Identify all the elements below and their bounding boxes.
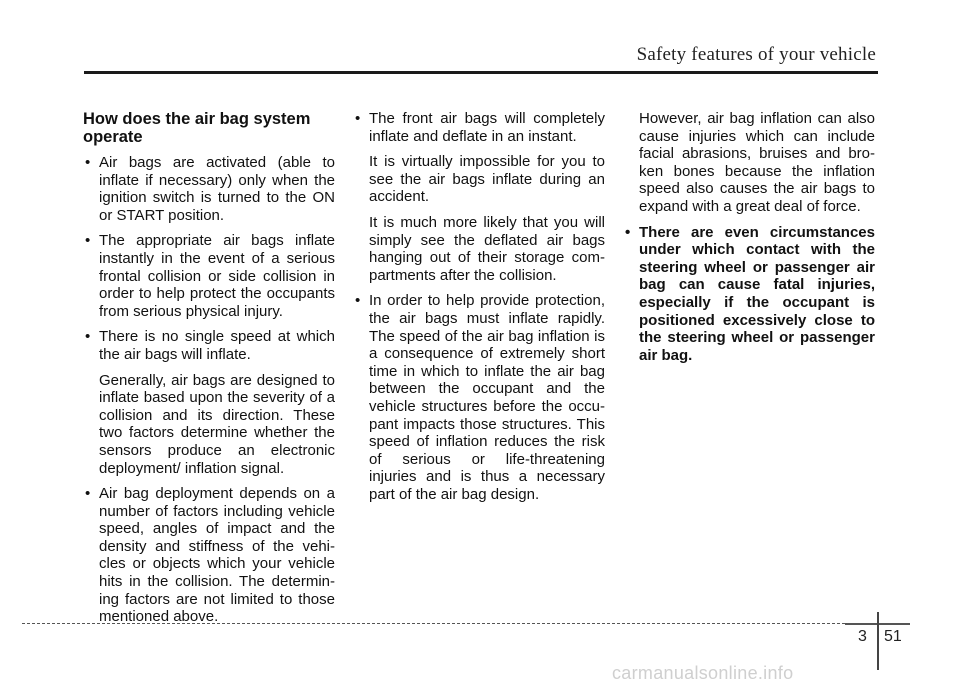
list-item [353, 292, 605, 503]
bullet-icon: • [355, 110, 361, 127]
header-rule [84, 71, 878, 74]
warning-item [623, 224, 875, 365]
list-item-text: Air bags are activated (able to inflate if necessary) only when the ignition switch is turned to the ON or START position. [99, 154, 335, 224]
column-2 [353, 110, 605, 511]
paragraph: It is much more likely that you will simply see the deflated air bags hanging out of their storage com-partments after the collision. [369, 213, 605, 284]
list-item [83, 485, 335, 626]
bullet-icon: • [85, 232, 91, 250]
column-3 [623, 110, 875, 372]
page-header-title: Safety features of your vehicle [636, 44, 876, 65]
list-item-text: The appropriate air bags inflate instantly in the event of a serious frontal collision or side collision in order to help protect the occupants from serious physical injury. [99, 232, 335, 320]
bullet-icon: • [85, 328, 91, 346]
paragraph: It is virtually impossible for you to see the air bags inflate during an accident. [369, 153, 605, 206]
bullet-icon: • [355, 292, 361, 310]
page-number-separator [877, 612, 879, 670]
list-item [83, 328, 335, 363]
column-1 [83, 110, 335, 634]
list-item [353, 110, 605, 145]
list-item-text: Air bag deployment depends on a number of factors including vehicle speed, angles of impact and the density and stiffness of the vehi-cles or objects which your vehicle hits in the collision. The determin-ing factors are not limited to those mentioned above. [99, 485, 335, 626]
chapter-number: 3 [858, 628, 867, 645]
page-number: 51 [884, 628, 902, 645]
list-item [83, 232, 335, 320]
paragraph: Generally, air bags are designed to inflate based upon the severity of a collision and its direction. These two factors determine whether the sensors produce an electronic deployment/ inflation signal. [99, 371, 335, 477]
watermark: carmanualsonline.info [612, 663, 794, 683]
list-item-text: In order to help provide protection, the air bags must inflate rapidly. The speed of the air bag inflation is a consequence of extremely short time in which to inflate the air bag between the occupant and the vehicle structures before the occu-pant impacts those structures. This speed of inflation reduces the risk of serious or life-threatening injuries and is thus a necessary part of the air bag design. [369, 292, 605, 503]
footer-dashed-rule [22, 623, 850, 624]
warning-text: There are even circumstances under which contact with the steering wheel or passenger air bag can cause fatal injuries, especially if the occupant is positioned excessively close to the steering wheel or passenger air bag. [639, 223, 875, 364]
list-item-text: The front air bags will completely inflate and deflate in an instant. [369, 110, 605, 145]
section-heading: How does the air bag system operate [83, 110, 311, 146]
list-item [83, 154, 335, 224]
bullet-icon: • [85, 485, 91, 503]
list-item-text: There is no single speed at which the air bags will inflate. [99, 328, 335, 363]
bullet-icon: • [625, 223, 631, 241]
paragraph: However, air bag inflation can also cause injuries which can include facial abrasions, bruises and bro-ken bones because the inflation speed also causes the air bags to expand with a great deal of force. [639, 110, 875, 215]
bullet-icon: • [85, 154, 91, 171]
